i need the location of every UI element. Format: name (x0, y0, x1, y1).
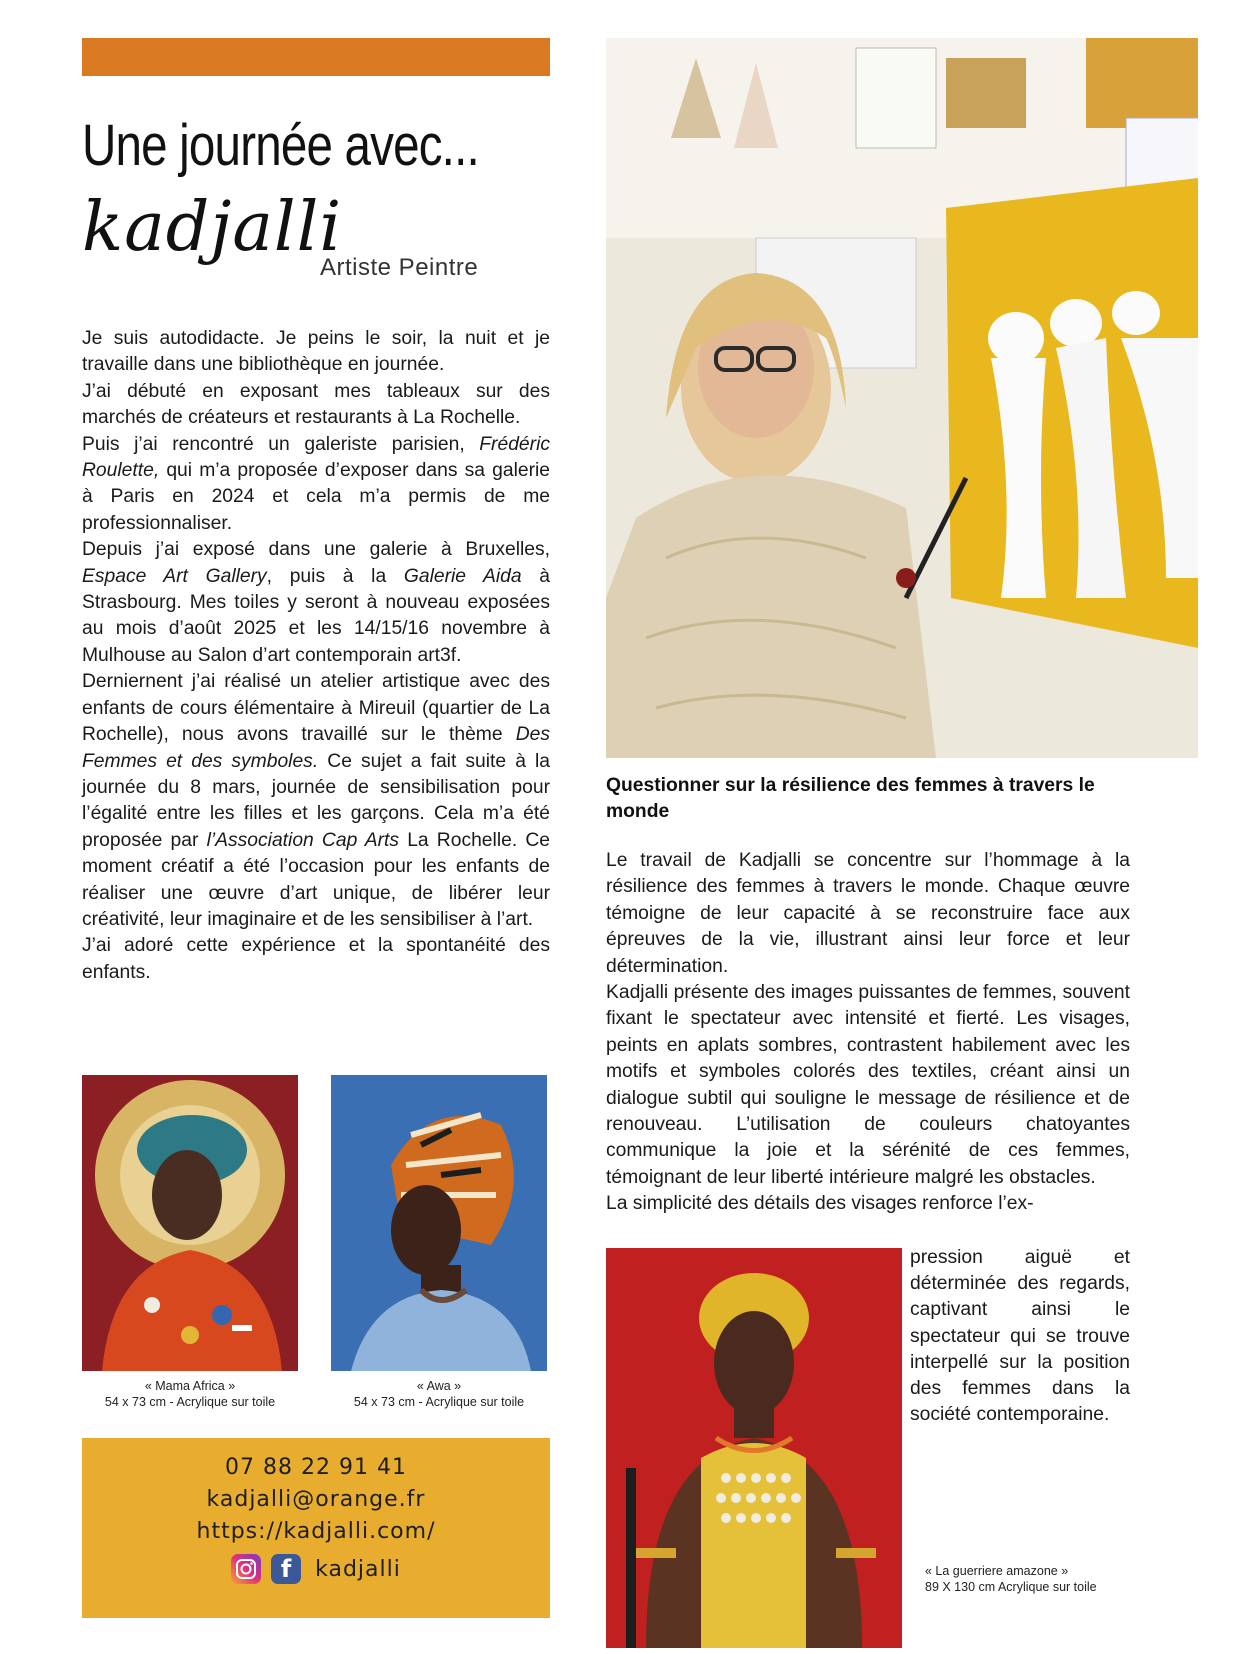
facebook-icon[interactable]: f (271, 1554, 301, 1584)
workshop-theme: Des Femmes et des symboles. (82, 724, 550, 772)
paragraph-start: La simplicité des détails des visages renforce l’ex- (606, 1193, 1034, 1215)
artist-studio-photo (606, 38, 1198, 758)
section-heading: Questionner sur la résilience des femmes à travers le monde (606, 775, 1095, 823)
artwork-mama-africa (82, 1075, 298, 1371)
website-link[interactable]: https://kadjalli.com/ (196, 1519, 436, 1544)
awa-painting (331, 1075, 547, 1371)
text-run: Puis j’ai rencontré un galeriste parisien, (82, 433, 480, 455)
artist-signature: kadjalli (82, 188, 343, 267)
artwork-awa (331, 1075, 547, 1371)
contact-box (82, 1438, 550, 1618)
paragraph (82, 537, 550, 669)
paragraph: Je suis autodidacte. Je peins le soir, la nuit et je travaille dans une bibliothèque en journée. (82, 328, 550, 376)
paragraph-continued: pression aiguë et déterminée des regards, captivant ainsi le spectateur qui se trouve interpellé sur la position des femmes dans la société contemporaine. (910, 1247, 1130, 1426)
association-name: l’Association Cap Arts (206, 829, 400, 851)
text-run: , puis à la (266, 565, 404, 587)
studio-photo-illustration (606, 38, 1198, 758)
artwork-details: 54 x 73 cm - Acrylique sur toile (104, 1395, 276, 1409)
social-links (82, 1554, 550, 1584)
instagram-glyph (235, 1558, 257, 1580)
text-run: Derniernent j’ai réalisé un atelier artistique avec des enfants de cours élémentaire à Mireuil (quartier de La Rochelle), nous avons travaillé sur le thème (82, 671, 550, 746)
gallerist-name: Frédéric Roulette, (82, 433, 550, 482)
paragraph: J’ai débuté en exposant mes tableaux sur des marchés de créateurs et restaurants à La Rochelle. (82, 380, 550, 429)
artwork-la-guerriere-amazone (606, 1248, 902, 1648)
artwork-caption (82, 1378, 298, 1410)
paragraph: Le travail de Kadjalli se concentre sur l’hommage à la résilience des femmes à travers le monde. Chaque œuvre témoigne de leur capacité à se reconstruire face aux épreuves de la vie, illustrant ainsi leur force et leur détermination. (606, 850, 1130, 977)
artwork-title: « Awa » (416, 1379, 462, 1393)
left-article-column (82, 326, 550, 986)
artwork-title: « La guerriere amazone » (925, 1564, 1069, 1578)
artwork-caption (925, 1563, 1145, 1595)
text-run: qui m’a proposée d’exposer dans sa galerie à Paris en 2024 et cela m’a permis de me professionnaliser. (82, 460, 550, 534)
right-article-column (606, 848, 1130, 1218)
text-run: La Rochelle. Ce moment créatif a été l’occasion pour les enfants de réaliser une œuvre d’art unique, de libérer leur créativité, leur imaginaire et de les sensibiliser à l’art. (82, 829, 550, 930)
artwork-details: 54 x 73 cm - Acrylique sur toile (353, 1395, 525, 1409)
social-handle[interactable]: kadjalli (315, 1556, 401, 1582)
mama-africa-painting (82, 1075, 298, 1371)
phone-number[interactable]: 07 88 22 91 41 (225, 1455, 407, 1480)
paragraph: Kadjalli présente des images puissantes de femmes, souvent fixant le spectateur avec intensité et fierté. Les visages, peints en aplats sombres, contrastent habilement avec les motifs et symboles colorés des textiles, créant ainsi un dialogue subtil qui souligne le message de résilience et de renouveau. L’utilisation de couleurs chatoyantes communique la joie et la sérénité de ces femmes, témoignant de leur liberté intérieure malgré les obstacles. (606, 982, 1130, 1188)
paragraph (82, 669, 550, 933)
page-title: Une journée avec... (82, 113, 479, 178)
artwork-title: « Mama Africa » (144, 1379, 236, 1393)
right-article-wrap-column (910, 1245, 1130, 1428)
la-guerriere-amazone-painting (606, 1248, 902, 1648)
text-run: Ce sujet a fait suite à la journée du 8 mars, journée de sensibilisation pour l’égalité entre les filles et les garçons. Cela m’a été proposée par (82, 750, 550, 851)
text-run: Depuis j’ai exposé dans une galerie à Bruxelles, (82, 539, 550, 561)
text-run: à Strasbourg. Mes toiles y seront à nouveau exposées au mois d’août 2025 et les 14/15/16 novembre à Mulhouse au Salon d’art contemporain art3f. (82, 565, 550, 666)
artwork-details: 89 X 130 cm Acrylique sur toile (925, 1580, 1097, 1594)
paragraph: J’ai adoré cette expérience et la spontanéité des enfants. (82, 935, 550, 983)
gallery-name: Galerie Aida (403, 565, 522, 587)
header-accent-bar (82, 38, 550, 76)
paragraph (82, 432, 550, 538)
artwork-caption (331, 1378, 547, 1410)
artist-subtitle: Artiste Peintre (320, 254, 479, 281)
gallery-name: Espace Art Gallery (82, 565, 267, 587)
email-link[interactable]: kadjalli@orange.fr (206, 1487, 426, 1512)
instagram-icon[interactable] (231, 1554, 261, 1584)
